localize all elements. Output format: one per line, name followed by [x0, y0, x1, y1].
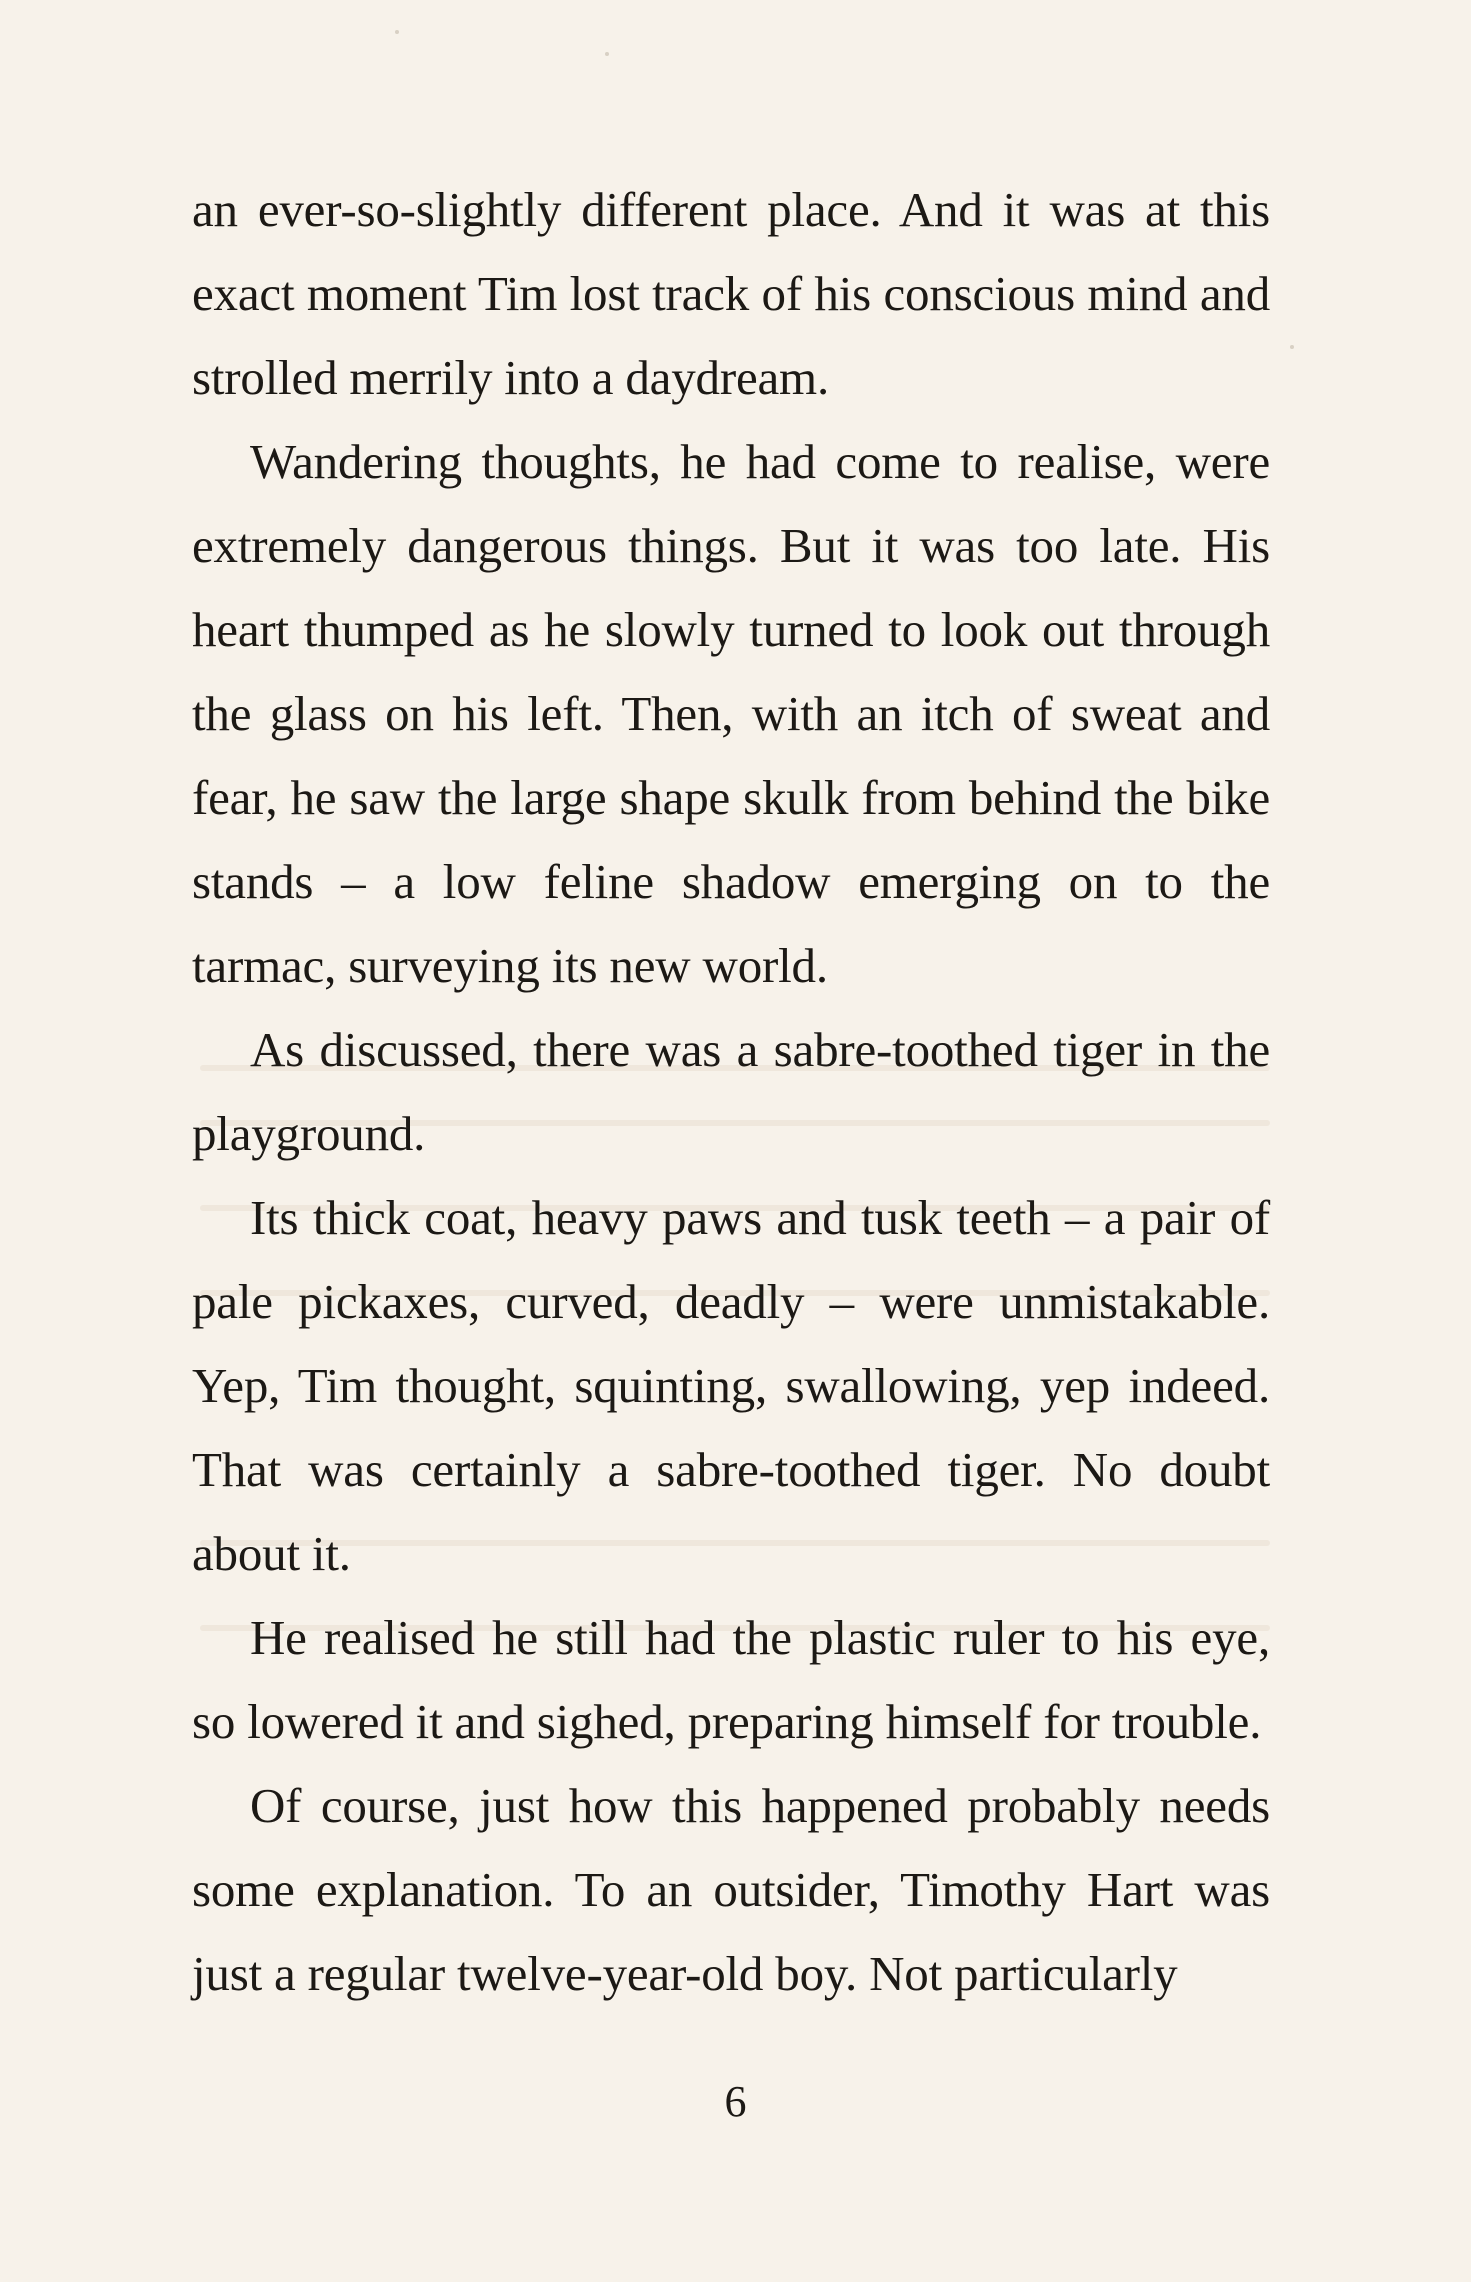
paragraph: an ever-so-slightly different place. And it was at this exact moment Tim lost track of his conscious mind and strolled merrily into a daydream. [192, 182, 1270, 405]
paragraph: He realised he still had the plastic ruler to his eye, so lowered it and sighed, preparing himself for trouble. [192, 1610, 1270, 1749]
paragraph: Of course, just how this happened probably needs some explanation. To an outsider, Timothy Hart was just a regular twelve-year-old boy. Not particularly [192, 1778, 1270, 2001]
page-number: 6 [724, 2077, 747, 2126]
body-text [192, 168, 1270, 2016]
paragraph: As discussed, there was a sabre-toothed tiger in the playground. [192, 1022, 1270, 1161]
paragraph: Its thick coat, heavy paws and tusk teeth – a pair of pale pickaxes, curved, deadly – were unmistakable. Yep, Tim thought, squinting, swallowing, yep indeed. That was certainly a sabre-toothed tiger. No doubt about it. [192, 1190, 1270, 1581]
paragraph: Wandering thoughts, he had come to realise, were extremely dangerous things. But it was too late. His heart thumped as he slowly turned to look out through the glass on his left. Then, with an itch of sweat and fear, he saw the large shape skulk from behind the bike stands – a low feline shadow emerging on to the tarmac, surveying its new world. [192, 434, 1270, 993]
paper-speck [395, 30, 399, 34]
paper-speck [1290, 345, 1294, 349]
paper-speck [605, 52, 609, 56]
